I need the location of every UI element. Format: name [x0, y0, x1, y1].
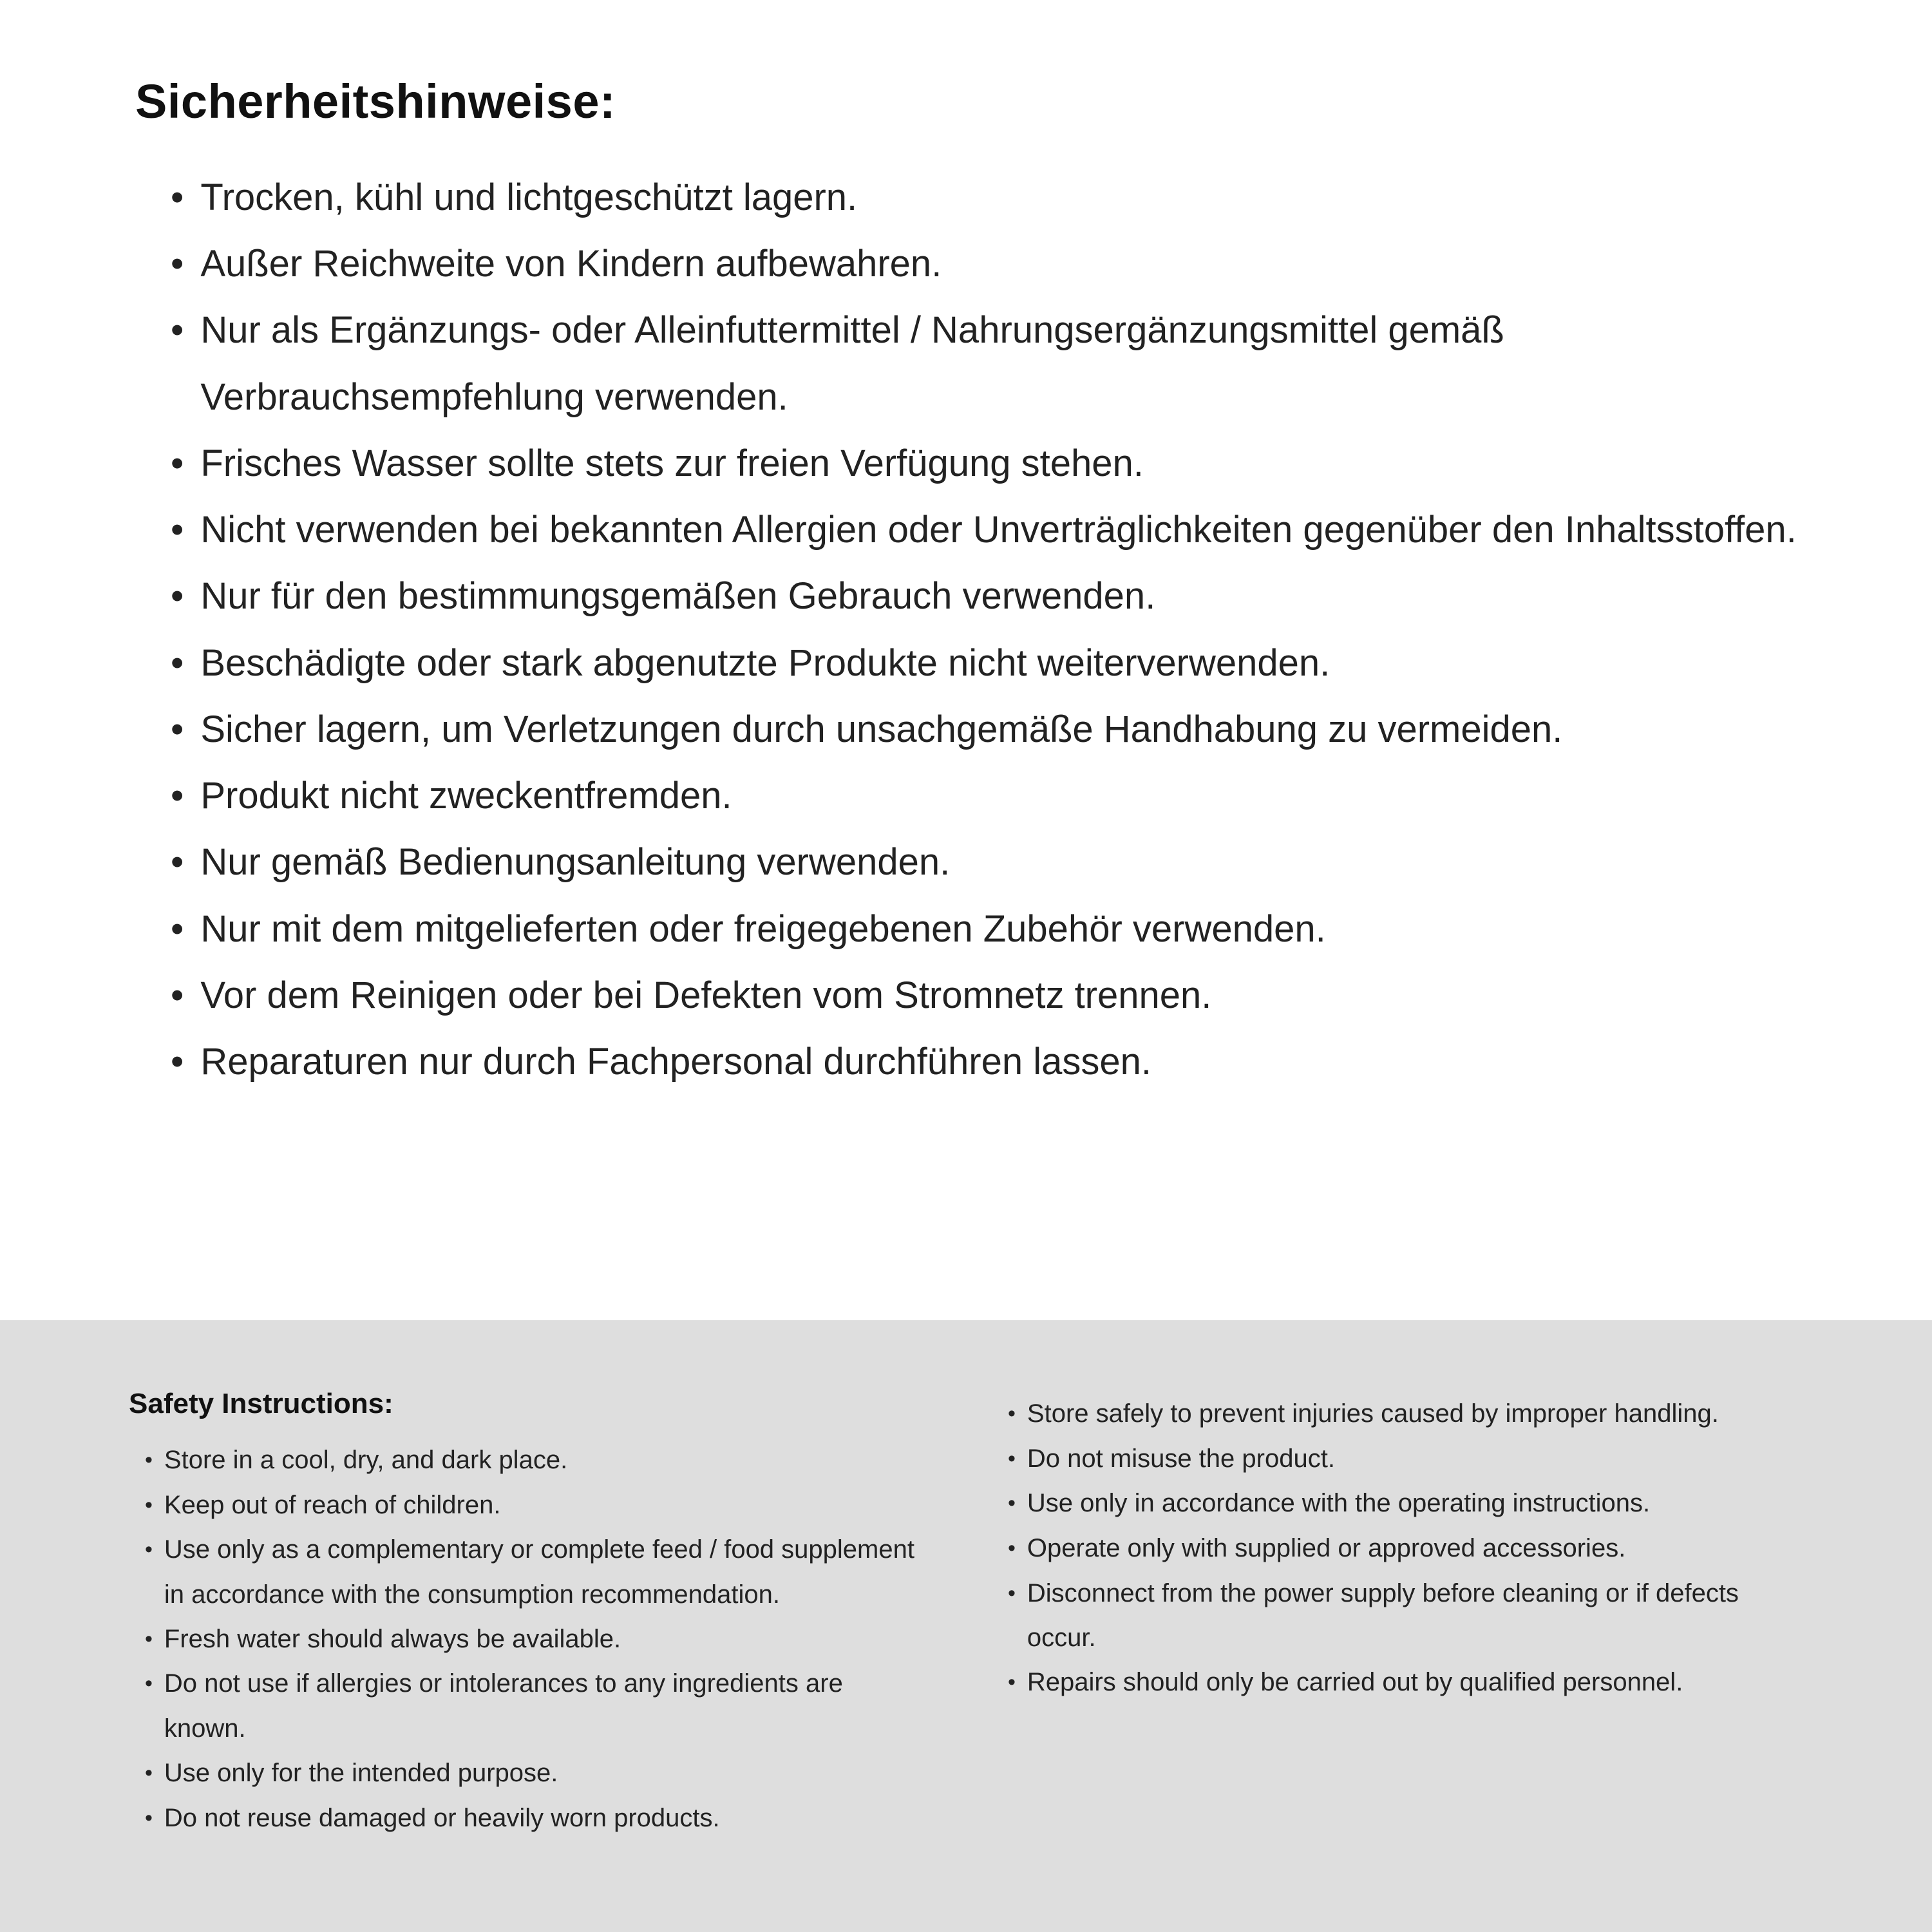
english-list-item: [1008, 1392, 1810, 1437]
english-list-item-text: Store in a cool, dry, and dark place.: [164, 1446, 568, 1474]
bullet-icon: •: [1008, 1670, 1016, 1695]
english-list-item: [1008, 1526, 1810, 1571]
german-list-item: [171, 896, 1816, 962]
bullet-icon: •: [145, 1671, 153, 1696]
bullet-icon: •: [171, 708, 184, 750]
bullet-icon: •: [171, 974, 184, 1016]
english-list-item: [1008, 1571, 1810, 1660]
bullet-icon: •: [145, 1492, 153, 1517]
german-list-item-text: Produkt nicht zweckentfremden.: [200, 775, 732, 817]
english-list-item-text: Use only in accordance with the operating instructions.: [1027, 1489, 1651, 1518]
bullet-icon: •: [145, 1760, 153, 1785]
english-list-item-text: Disconnect from the power supply before cleaning or if defects occur.: [1027, 1578, 1739, 1652]
english-list-item-text: Do not reuse damaged or heavily worn products.: [164, 1803, 720, 1832]
german-list-item: [171, 1028, 1816, 1095]
bullet-icon: •: [1008, 1580, 1016, 1605]
german-list-item: [171, 829, 1816, 895]
bullet-icon: •: [171, 641, 184, 684]
english-list-item: [145, 1796, 931, 1841]
english-list-item-text: Store safely to prevent injuries caused by improper handling.: [1027, 1399, 1719, 1428]
german-list-item: [171, 297, 1816, 430]
bullet-icon: •: [171, 176, 184, 218]
german-list-item: [171, 630, 1816, 696]
bullet-icon: •: [171, 1041, 184, 1083]
english-list-item-text: Use only for the intended purpose.: [164, 1758, 558, 1787]
german-list-item-text: Nicht verwenden bei bekannten Allergien oder Unverträglichkeiten gegenüber den Inhaltsstoffen.: [200, 509, 1797, 551]
german-list-item-text: Vor dem Reinigen oder bei Defekten vom Stromnetz trennen.: [200, 974, 1212, 1016]
german-list-item: [171, 231, 1816, 297]
english-safety-list-right: [1008, 1392, 1810, 1705]
bullet-icon: •: [1008, 1446, 1016, 1471]
bullet-icon: •: [171, 243, 184, 285]
german-list-item-text: Reparaturen nur durch Fachpersonal durchführen lassen.: [200, 1041, 1151, 1083]
bullet-icon: •: [1008, 1536, 1016, 1561]
bullet-icon: •: [1008, 1491, 1016, 1516]
english-list-item-text: Do not misuse the product.: [1027, 1444, 1335, 1473]
german-section-title: Sicherheitshinweise:: [135, 75, 616, 128]
english-list-item-text: Use only as a complementary or complete feed / food supplement in accordance with the consumption recommendation.: [164, 1535, 914, 1609]
german-list-item-text: Nur gemäß Bedienungsanleitung verwenden.: [200, 841, 951, 884]
english-list-item: [145, 1483, 931, 1528]
bullet-icon: •: [171, 841, 184, 884]
english-list-item-text: Keep out of reach of children.: [164, 1490, 501, 1519]
german-safety-list: [135, 164, 1816, 1095]
german-list-item-text: Nur als Ergänzungs- oder Alleinfuttermittel / Nahrungsergänzungsmittel gemäß Verbrauchsempfehlung verwenden.: [200, 309, 1504, 418]
english-list-item: [145, 1662, 931, 1750]
german-list-item: [171, 164, 1816, 231]
german-list-item: [171, 696, 1816, 762]
english-list-item: [1008, 1481, 1810, 1526]
german-list-item: [171, 563, 1816, 629]
german-list-item-text: Sicher lagern, um Verletzungen durch unsachgemäße Handhabung zu vermeiden.: [200, 708, 1563, 750]
german-list-item-text: Nur mit dem mitgelieferten oder freigegebenen Zubehör verwenden.: [200, 907, 1326, 950]
english-list-item: [145, 1751, 931, 1796]
german-list-item-text: Nur für den bestimmungsgemäßen Gebrauch verwenden.: [200, 575, 1156, 618]
english-list-item-text: Operate only with supplied or approved accessories.: [1027, 1534, 1626, 1563]
bullet-icon: •: [171, 907, 184, 950]
bullet-icon: •: [1008, 1401, 1016, 1426]
german-list-item-text: Frisches Wasser sollte stets zur freien Verfügung stehen.: [200, 442, 1144, 484]
german-list-item: [171, 762, 1816, 829]
english-section: [0, 1320, 1932, 1932]
bullet-icon: •: [145, 1626, 153, 1651]
bullet-icon: •: [171, 309, 184, 352]
english-list-item: [145, 1438, 931, 1483]
bullet-icon: •: [171, 509, 184, 551]
english-list-item: [1008, 1437, 1810, 1482]
bullet-icon: •: [145, 1805, 153, 1830]
german-list-item: [171, 497, 1816, 563]
english-list-item: [145, 1528, 931, 1616]
german-list-item-text: Beschädigte oder stark abgenutzte Produkte nicht weiterverwenden.: [200, 641, 1331, 684]
bullet-icon: •: [145, 1448, 153, 1472]
english-list-item-text: Fresh water should always be available.: [164, 1624, 621, 1653]
english-right-column: [1008, 1388, 1810, 1705]
english-list-item-text: Do not use if allergies or intolerances to any ingredients are known.: [164, 1669, 843, 1743]
german-list-item-text: Außer Reichweite von Kindern aufbewahren.: [200, 243, 942, 285]
bullet-icon: •: [171, 575, 184, 618]
german-list-item-text: Trocken, kühl und lichtgeschützt lagern.: [200, 176, 858, 218]
bullet-icon: •: [171, 775, 184, 817]
english-list-item: [1008, 1660, 1810, 1705]
german-list-item: [171, 430, 1816, 497]
english-section-title: Safety Instructions:: [129, 1388, 393, 1419]
english-list-item-text: Repairs should only be carried out by qualified personnel.: [1027, 1668, 1683, 1697]
english-list-item: [145, 1617, 931, 1662]
bullet-icon: •: [145, 1537, 153, 1562]
english-safety-list-left: [129, 1438, 931, 1841]
german-list-item: [171, 962, 1816, 1028]
bullet-icon: •: [171, 442, 184, 484]
english-left-column: [129, 1388, 931, 1841]
